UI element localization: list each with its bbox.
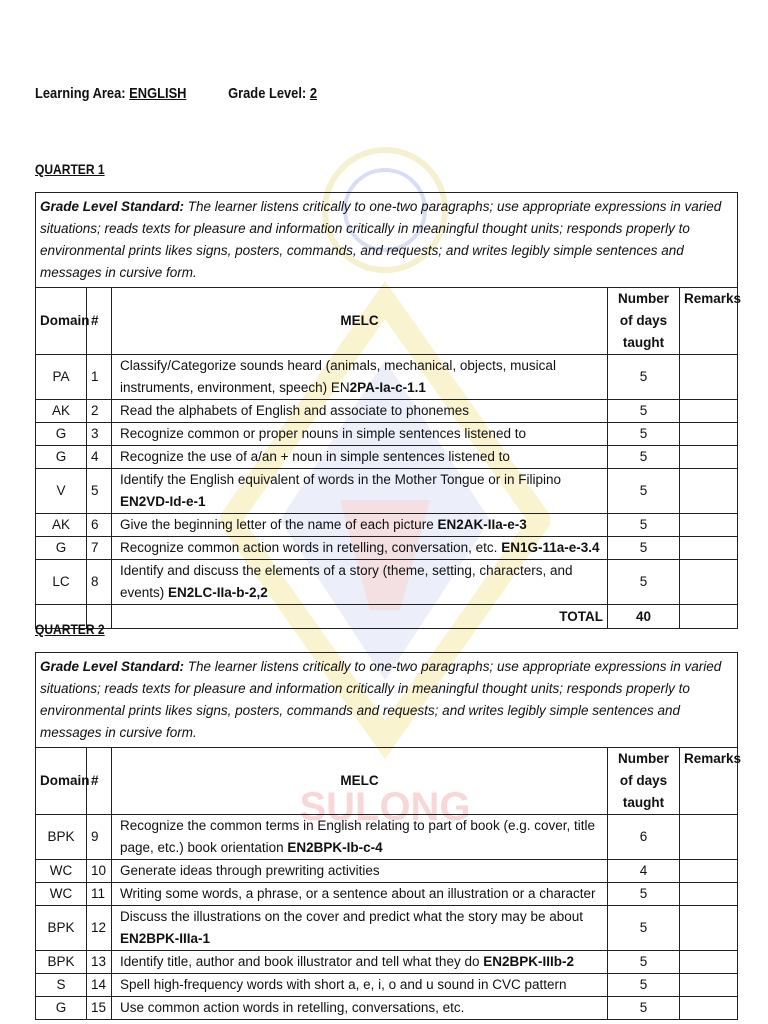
number-cell: 10 bbox=[87, 860, 112, 883]
number-cell: 8 bbox=[87, 560, 112, 605]
remarks-cell bbox=[680, 355, 738, 400]
melc-cell bbox=[112, 815, 608, 860]
melc-cell bbox=[112, 469, 608, 514]
quarter-1-rows bbox=[36, 355, 738, 605]
table-row bbox=[36, 997, 738, 1020]
melc-text: Recognize the use of a/an + noun in simple sentences listened to bbox=[120, 449, 510, 464]
remarks-cell bbox=[680, 537, 738, 560]
number-cell: 5 bbox=[87, 469, 112, 514]
remarks-cell bbox=[680, 974, 738, 997]
melc-text: Writing some words, a phrase, or a sentence about an illustration or a character bbox=[120, 886, 596, 901]
remarks-cell bbox=[680, 469, 738, 514]
total-value: 40 bbox=[608, 605, 680, 629]
melc-code: EN2VD-Id-e-1 bbox=[120, 494, 206, 509]
days-cell: 5 bbox=[608, 997, 680, 1020]
days-cell: 5 bbox=[608, 906, 680, 951]
remarks-cell bbox=[680, 997, 738, 1020]
melc-text: Identify and discuss the elements of a story (theme, setting, characters, and events) bbox=[120, 563, 573, 600]
quarter-1-title: QUARTER 1 bbox=[35, 161, 105, 177]
melc-cell bbox=[112, 514, 608, 537]
table-row bbox=[36, 951, 738, 974]
col-domain: Domain bbox=[36, 748, 87, 815]
number-cell: 15 bbox=[87, 997, 112, 1020]
melc-code: EN2BPK-IIIa-1 bbox=[120, 931, 211, 946]
melc-text: Classify/Categorize sounds heard (animals, mechanical, objects, musical instruments, environment, speech) EN bbox=[120, 358, 556, 395]
number-cell: 1 bbox=[87, 355, 112, 400]
melc-code: 2PA-Ia-c-1.1 bbox=[349, 380, 426, 395]
days-cell: 5 bbox=[608, 951, 680, 974]
grade-level-value: 2 bbox=[309, 85, 317, 102]
days-cell: 5 bbox=[608, 355, 680, 400]
melc-text: Recognize the common terms in English relating to part of book (e.g. cover, title page, etc.) book orientation bbox=[120, 818, 595, 855]
melc-cell bbox=[112, 883, 608, 906]
days-cell: 5 bbox=[608, 469, 680, 514]
col-number: # bbox=[87, 288, 112, 355]
table-row bbox=[36, 560, 738, 605]
remarks-cell bbox=[680, 514, 738, 537]
number-cell: 7 bbox=[87, 537, 112, 560]
number-cell: 3 bbox=[87, 423, 112, 446]
standard-label: Grade Level Standard: bbox=[40, 659, 185, 674]
col-melc: MELC bbox=[112, 748, 608, 815]
quarter-1-table bbox=[35, 192, 742, 629]
melc-text: Spell high-frequency words with short a, e, i, o and u sound in CVC pattern bbox=[120, 977, 567, 992]
melc-code: EN2BPK-IIIb-2 bbox=[483, 954, 574, 969]
number-cell: 4 bbox=[87, 446, 112, 469]
table-row bbox=[36, 906, 738, 951]
remarks-cell bbox=[680, 400, 738, 423]
total-label: TOTAL bbox=[112, 605, 608, 629]
melc-cell bbox=[112, 951, 608, 974]
melc-cell bbox=[112, 860, 608, 883]
domain-cell: LC bbox=[36, 560, 87, 605]
number-cell: 14 bbox=[87, 974, 112, 997]
col-remarks: Remarks bbox=[680, 748, 738, 815]
number-cell: 12 bbox=[87, 906, 112, 951]
standard-text: The learner listens critically to one-two paragraphs; use appropriate expressions in varied situations; reads texts for pleasure and information critically in meaningful thought units; responds properly to environmental prints likes signs, posters, commands and requests; and writes legibly simple sentences and messages in cursive form. bbox=[40, 659, 722, 740]
melc-text: Discuss the illustrations on the cover and predict what the story may be about bbox=[120, 909, 583, 924]
number-cell: 11 bbox=[87, 883, 112, 906]
number-cell: 9 bbox=[87, 815, 112, 860]
col-melc: MELC bbox=[112, 288, 608, 355]
melc-cell bbox=[112, 400, 608, 423]
domain-cell: G bbox=[36, 446, 87, 469]
melc-code: EN1G-11a-e-3.4 bbox=[501, 540, 600, 555]
remarks-cell bbox=[680, 815, 738, 860]
number-cell: 2 bbox=[87, 400, 112, 423]
quarter-2-table bbox=[35, 652, 742, 1020]
melc-text: Identify title, author and book illustrator and tell what they do bbox=[120, 954, 484, 969]
quarter-2-standard bbox=[36, 653, 738, 748]
melc-text: Read the alphabets of English and associate to phonemes bbox=[120, 403, 469, 418]
domain-cell: BPK bbox=[36, 951, 87, 974]
melc-text: Recognize common or proper nouns in simple sentences listened to bbox=[120, 426, 526, 441]
melc-cell bbox=[112, 355, 608, 400]
watermark-text: SULONG bbox=[299, 785, 471, 829]
melc-text: Identify the English equivalent of words in the Mother Tongue or in Filipino bbox=[120, 472, 562, 487]
col-remarks: Remarks bbox=[680, 288, 738, 355]
col-number: # bbox=[87, 748, 112, 815]
days-cell: 5 bbox=[608, 400, 680, 423]
melc-cell bbox=[112, 537, 608, 560]
domain-cell: G bbox=[36, 423, 87, 446]
domain-cell: V bbox=[36, 469, 87, 514]
remarks-cell bbox=[680, 446, 738, 469]
domain-cell: AK bbox=[36, 514, 87, 537]
table-row bbox=[36, 514, 738, 537]
table-row bbox=[36, 423, 738, 446]
quarter-2-rows bbox=[36, 815, 738, 1020]
domain-cell: BPK bbox=[36, 815, 87, 860]
remarks-cell bbox=[680, 423, 738, 446]
table-row bbox=[36, 400, 738, 423]
learning-area-value: ENGLISH bbox=[129, 85, 187, 102]
remarks-cell bbox=[680, 906, 738, 951]
remarks-cell bbox=[680, 883, 738, 906]
days-cell: 5 bbox=[608, 514, 680, 537]
domain-cell: PA bbox=[36, 355, 87, 400]
domain-cell: S bbox=[36, 974, 87, 997]
domain-cell: G bbox=[36, 537, 87, 560]
melc-text: Give the beginning letter of the name of each picture bbox=[120, 517, 438, 532]
table-row bbox=[36, 537, 738, 560]
table-row bbox=[36, 446, 738, 469]
table-row bbox=[36, 355, 738, 400]
days-cell: 5 bbox=[608, 423, 680, 446]
col-days: Number of days taught bbox=[608, 748, 680, 815]
standard-text: The learner listens critically to one-two paragraphs; use appropriate expressions in varied situations; reads texts for pleasure and information critically in meaningful thought units; responds properly to environmental prints likes signs, posters, commands, and requests; and writes legibly simple sentences and messages in cursive form. bbox=[40, 199, 722, 280]
melc-text: Use common action words in retelling, conversations, etc. bbox=[120, 1000, 465, 1015]
col-days: Number of days taught bbox=[608, 288, 680, 355]
melc-text: Generate ideas through prewriting activities bbox=[120, 863, 380, 878]
quarter-1-standard bbox=[36, 193, 738, 288]
remarks-cell bbox=[680, 860, 738, 883]
table-row bbox=[36, 883, 738, 906]
table-row bbox=[36, 469, 738, 514]
melc-cell bbox=[112, 423, 608, 446]
domain-cell: WC bbox=[36, 883, 87, 906]
number-cell: 6 bbox=[87, 514, 112, 537]
melc-cell bbox=[112, 906, 608, 951]
melc-cell bbox=[112, 446, 608, 469]
table-row bbox=[36, 860, 738, 883]
melc-code: EN2BPK-Ib-c-4 bbox=[287, 840, 383, 855]
days-cell: 5 bbox=[608, 560, 680, 605]
domain-cell: BPK bbox=[36, 906, 87, 951]
domain-cell: WC bbox=[36, 860, 87, 883]
melc-cell bbox=[112, 974, 608, 997]
domain-cell: AK bbox=[36, 400, 87, 423]
days-cell: 5 bbox=[608, 537, 680, 560]
number-cell: 13 bbox=[87, 951, 112, 974]
melc-cell bbox=[112, 560, 608, 605]
standard-label: Grade Level Standard: bbox=[40, 199, 185, 214]
melc-text: Recognize common action words in retelling, conversation, etc. bbox=[120, 540, 502, 555]
remarks-cell bbox=[680, 560, 738, 605]
domain-cell: G bbox=[36, 997, 87, 1020]
total-row bbox=[36, 605, 738, 629]
days-cell: 4 bbox=[608, 860, 680, 883]
melc-code: EN2LC-IIa-b-2,2 bbox=[168, 585, 268, 600]
remarks-cell bbox=[680, 951, 738, 974]
days-cell: 5 bbox=[608, 883, 680, 906]
melc-code: EN2AK-IIa-e-3 bbox=[437, 517, 527, 532]
document-header bbox=[35, 85, 317, 102]
days-cell: 5 bbox=[608, 446, 680, 469]
learning-area-label: Learning Area: bbox=[35, 85, 126, 102]
grade-level-label: Grade Level: bbox=[228, 85, 307, 102]
quarter-2-title: QUARTER 2 bbox=[35, 621, 105, 637]
table-row bbox=[36, 974, 738, 997]
days-cell: 6 bbox=[608, 815, 680, 860]
col-domain: Domain bbox=[36, 288, 87, 355]
table-row bbox=[36, 815, 738, 860]
melc-cell bbox=[112, 997, 608, 1020]
days-cell: 5 bbox=[608, 974, 680, 997]
